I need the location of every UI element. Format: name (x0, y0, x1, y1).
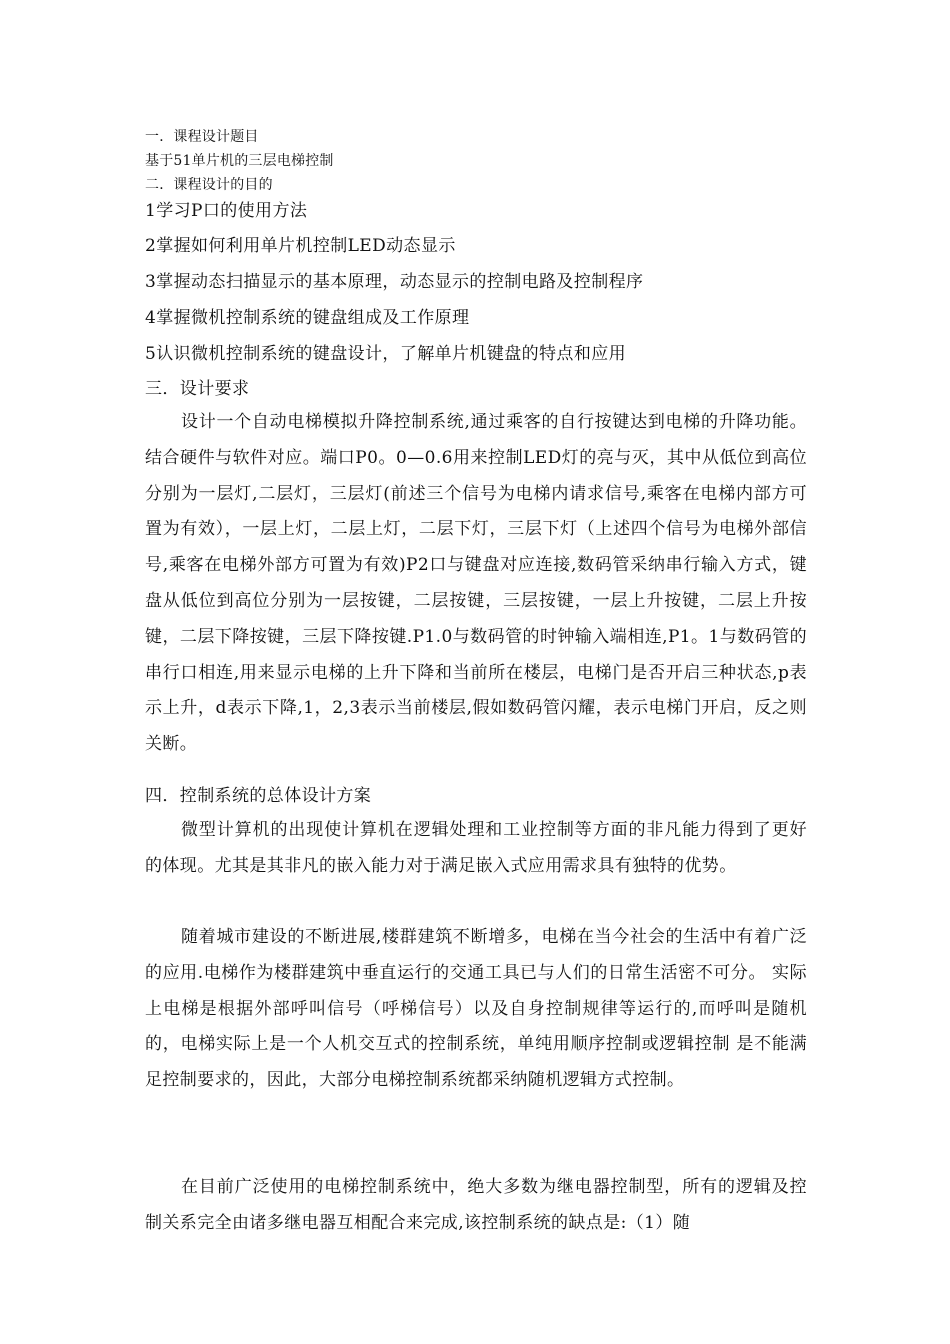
document-title: 基于51单片机的三层电梯控制 (145, 153, 334, 169)
section-heading-3: 三．设计要求 (145, 379, 250, 399)
intro-paragraph: 微型计算机的出现使计算机在逻辑处理和工业控制等方面的非凡能力得到了更好的体现。尤其是其非凡的嵌入能力对于满足嵌入式应用需求具有独特的优势。 (145, 820, 807, 876)
relay-paragraph: 在目前广泛使用的电梯控制系统中，绝大多数为继电器控制型，所有的逻辑及控制关系完全由诸多继电器互相配合来完成,该控制系统的缺点是:（1）随 (145, 1177, 807, 1233)
section-heading-1: 一．课程设计题目 (145, 129, 259, 145)
goal-item: 4掌握微机控制系统的键盘组成及工作原理 (145, 308, 470, 328)
goal-item: 2掌握如何利用单片机控制LED动态显示 (145, 236, 456, 256)
section-heading-2: 二．课程设计的目的 (145, 177, 273, 193)
goal-item: 3掌握动态扫描显示的基本原理，动态显示的控制电路及控制程序 (145, 272, 644, 292)
section-heading-4: 四．控制系统的总体设计方案 (145, 786, 372, 806)
requirements-paragraph: 设计一个自动电梯模拟升降控制系统,通过乘客的自行按键达到电梯的升降功能。结合硬件与软件对应。端口P0。0—0.6用来控制LED灯的亮与灭，其中从低位到高位分别为一层灯,二层灯，三层灯(前述三个信号为电梯内请求信号,乘客在电梯内部方可置为有效），一层上灯，二层上灯，二层下灯，三层下灯（上述四个信号为电梯外部信号,乘客在电梯外部方可置为有效)P2口与键盘对应连接,数码管采纳串行输入方式，键盘从低位到高位分别为一层按键，二层按键，三层按键，一层上升按键，二层上升按键，二层下降按键，三层下降按键.P1.0与数码管的时钟输入端相连,P1。1与数码管的串行口相连,用来显示电梯的上升下降和当前所在楼层，电梯门是否开启三种状态,p表示上升，d表示下降,1，2,3表示当前楼层,假如数码管闪耀，表示电梯门开启，反之则关断。 (145, 412, 807, 755)
goal-item: 5认识微机控制系统的键盘设计，了解单片机键盘的特点和应用 (145, 344, 627, 364)
goal-item: 1学习P口的使用方法 (145, 201, 308, 221)
city-paragraph: 随着城市建设的不断进展,楼群建筑不断增多，电梯在当今社会的生活中有着广泛的应用.电梯作为楼群建筑中垂直运行的交通工具已与人们的日常生活密不可分。 实际上电梯是根据外部呼叫信号（呼梯信号）以及自身控制规律等运行的,而呼叫是随机的，电梯实际上是一个人机交互式的控制系统，单纯用顺序控制或逻辑控制 是不能满足控制要求的，因此，大部分电梯控制系统都采纳随机逻辑方式控制。 (145, 927, 807, 1091)
